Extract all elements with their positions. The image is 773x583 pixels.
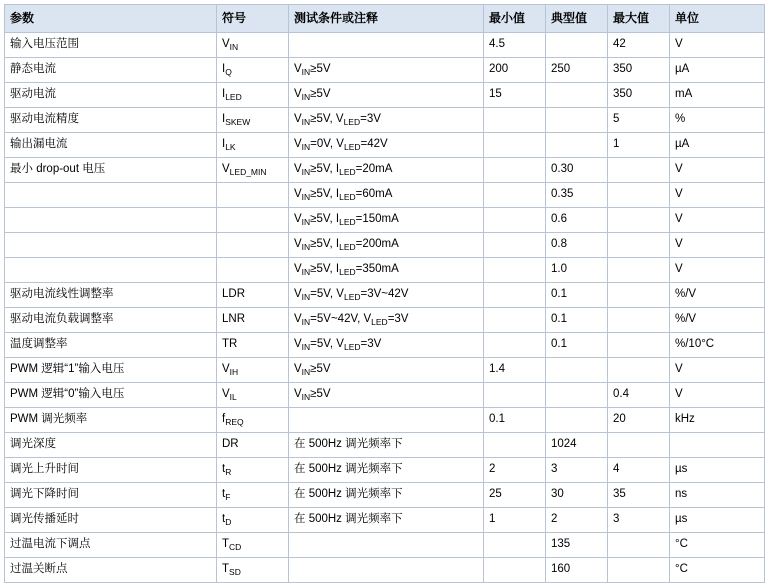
- cell-condition: [289, 33, 484, 58]
- cell-param: 驱动电流精度: [5, 108, 217, 133]
- table-row: [5, 133, 765, 158]
- cell-condition: $V_{IN}\ge 5V$: [289, 358, 484, 383]
- cell-max: 5: [608, 108, 670, 133]
- cell-typ: 135: [546, 533, 608, 558]
- cell-min: 1: [484, 508, 546, 533]
- cell-typ: 0.1: [546, 308, 608, 333]
- cell-max: [608, 558, 670, 583]
- cell-symbol: [217, 258, 289, 283]
- table-row: [5, 533, 765, 558]
- cell-min: [484, 533, 546, 558]
- cell-max: 4: [608, 458, 670, 483]
- cell-condition: $V_{IN}\ge 5V$, $I_{LED}=60mA$: [289, 183, 484, 208]
- cell-max: [608, 433, 670, 458]
- cell-min: 0.1: [484, 408, 546, 433]
- header-condition: 测试条件或注释: [289, 5, 484, 33]
- cell-symbol: $I_{SKEW}$: [217, 108, 289, 133]
- cell-max: 35: [608, 483, 670, 508]
- cell-condition: $V_{IN}\ge 5V$: [289, 383, 484, 408]
- cell-unit: %: [670, 108, 765, 133]
- table-row: [5, 33, 765, 58]
- cell-param: 驱动电流: [5, 83, 217, 108]
- cell-symbol: LNR: [217, 308, 289, 333]
- cell-typ: [546, 133, 608, 158]
- header-param: 参数: [5, 5, 217, 33]
- cell-condition: $V_{IN}\ge 5V$, $I_{LED}=350mA$: [289, 258, 484, 283]
- cell-min: 15: [484, 83, 546, 108]
- cell-min: [484, 233, 546, 258]
- cell-typ: [546, 408, 608, 433]
- cell-unit: µs: [670, 458, 765, 483]
- cell-condition: $V_{IN}=5V$, $V_{LED}=3V$: [289, 333, 484, 358]
- cell-condition: [289, 408, 484, 433]
- cell-min: [484, 183, 546, 208]
- cell-condition: [289, 533, 484, 558]
- cell-typ: [546, 33, 608, 58]
- cell-unit: °C: [670, 533, 765, 558]
- cell-symbol: $I_{LK}$: [217, 133, 289, 158]
- cell-typ: 1024: [546, 433, 608, 458]
- cell-unit: µA: [670, 133, 765, 158]
- cell-unit: ns: [670, 483, 765, 508]
- cell-min: [484, 208, 546, 233]
- cell-unit: V: [670, 233, 765, 258]
- cell-param: 过温关断点: [5, 558, 217, 583]
- cell-symbol: $V_{LED\_MIN}$: [217, 158, 289, 183]
- cell-max: [608, 158, 670, 183]
- cell-symbol: $t_F$: [217, 483, 289, 508]
- cell-condition: $V_{IN}=5V\sim 42V$, $V_{LED}=3V$: [289, 308, 484, 333]
- cell-max: 42: [608, 33, 670, 58]
- header-min: 最小值: [484, 5, 546, 33]
- table-row: [5, 83, 765, 108]
- cell-param: PWM 逻辑“1”输入电压: [5, 358, 217, 383]
- cell-param: 调光深度: [5, 433, 217, 458]
- table-row: [5, 258, 765, 283]
- cell-unit: kHz: [670, 408, 765, 433]
- cell-unit: V: [670, 158, 765, 183]
- cell-symbol: $t_D$: [217, 508, 289, 533]
- cell-param: 过温电流下调点: [5, 533, 217, 558]
- specification-table: [4, 4, 765, 583]
- cell-condition: $V_{IN}\ge 5V$, $I_{LED}=20mA$: [289, 158, 484, 183]
- table-row: [5, 233, 765, 258]
- cell-typ: 0.6: [546, 208, 608, 233]
- cell-min: 200: [484, 58, 546, 83]
- cell-symbol: $t_R$: [217, 458, 289, 483]
- cell-unit: µs: [670, 508, 765, 533]
- cell-param: PWM 调光频率: [5, 408, 217, 433]
- header-unit: 单位: [670, 5, 765, 33]
- cell-max: 3: [608, 508, 670, 533]
- cell-unit: °C: [670, 558, 765, 583]
- cell-min: [484, 308, 546, 333]
- table-row: [5, 558, 765, 583]
- cell-typ: 1.0: [546, 258, 608, 283]
- cell-min: 2: [484, 458, 546, 483]
- cell-symbol: LDR: [217, 283, 289, 308]
- cell-condition: 在 500Hz 调光频率下: [289, 433, 484, 458]
- cell-min: [484, 383, 546, 408]
- cell-typ: 0.1: [546, 333, 608, 358]
- cell-max: [608, 333, 670, 358]
- cell-param: [5, 208, 217, 233]
- cell-typ: [546, 383, 608, 408]
- table-row: [5, 433, 765, 458]
- cell-unit: V: [670, 33, 765, 58]
- cell-param: 调光下降时间: [5, 483, 217, 508]
- cell-max: 350: [608, 58, 670, 83]
- cell-max: [608, 208, 670, 233]
- table-row: [5, 183, 765, 208]
- cell-min: [484, 258, 546, 283]
- cell-min: [484, 158, 546, 183]
- table-row: [5, 383, 765, 408]
- header-max: 最大值: [608, 5, 670, 33]
- cell-unit: mA: [670, 83, 765, 108]
- cell-param: 温度调整率: [5, 333, 217, 358]
- cell-typ: 0.30: [546, 158, 608, 183]
- cell-condition: $V_{IN}\ge 5V$: [289, 83, 484, 108]
- cell-min: [484, 433, 546, 458]
- cell-typ: 2: [546, 508, 608, 533]
- cell-typ: 0.1: [546, 283, 608, 308]
- cell-condition: 在 500Hz 调光频率下: [289, 483, 484, 508]
- table-body: [5, 33, 765, 583]
- cell-max: [608, 258, 670, 283]
- cell-unit: [670, 433, 765, 458]
- cell-symbol: [217, 208, 289, 233]
- cell-param: 驱动电流负载调整率: [5, 308, 217, 333]
- cell-min: [484, 133, 546, 158]
- table-row: [5, 283, 765, 308]
- cell-max: 1: [608, 133, 670, 158]
- table-row: [5, 208, 765, 233]
- table-row: [5, 408, 765, 433]
- cell-symbol: $T_{SD}$: [217, 558, 289, 583]
- cell-max: [608, 308, 670, 333]
- cell-min: 25: [484, 483, 546, 508]
- cell-symbol: $V_{IH}$: [217, 358, 289, 383]
- cell-symbol: $V_{IL}$: [217, 383, 289, 408]
- cell-condition: 在 500Hz 调光频率下: [289, 508, 484, 533]
- cell-max: [608, 358, 670, 383]
- table-row: [5, 58, 765, 83]
- cell-max: 350: [608, 83, 670, 108]
- cell-typ: 30: [546, 483, 608, 508]
- cell-symbol: $I_{LED}$: [217, 83, 289, 108]
- cell-max: [608, 233, 670, 258]
- cell-symbol: $f_{REQ}$: [217, 408, 289, 433]
- cell-typ: 0.8: [546, 233, 608, 258]
- cell-symbol: TR: [217, 333, 289, 358]
- header-typ: 典型值: [546, 5, 608, 33]
- cell-unit: %/V: [670, 283, 765, 308]
- cell-min: [484, 558, 546, 583]
- table-row: [5, 483, 765, 508]
- table-row: [5, 458, 765, 483]
- cell-param: 输出漏电流: [5, 133, 217, 158]
- cell-param: PWM 逻辑“0”输入电压: [5, 383, 217, 408]
- cell-param: 驱动电流线性调整率: [5, 283, 217, 308]
- cell-param: [5, 258, 217, 283]
- cell-param: 静态电流: [5, 58, 217, 83]
- table-row: [5, 308, 765, 333]
- cell-unit: %/10°C: [670, 333, 765, 358]
- cell-condition: $V_{IN}\ge 5V$, $I_{LED}=150mA$: [289, 208, 484, 233]
- cell-min: [484, 108, 546, 133]
- cell-max: [608, 283, 670, 308]
- cell-typ: 0.35: [546, 183, 608, 208]
- cell-condition: 在 500Hz 调光频率下: [289, 458, 484, 483]
- cell-condition: $V_{IN}\ge 5V$, $I_{LED}=200mA$: [289, 233, 484, 258]
- cell-min: 4.5: [484, 33, 546, 58]
- cell-unit: V: [670, 258, 765, 283]
- cell-symbol: $I_Q$: [217, 58, 289, 83]
- cell-typ: [546, 83, 608, 108]
- cell-typ: 250: [546, 58, 608, 83]
- cell-typ: 160: [546, 558, 608, 583]
- cell-typ: [546, 108, 608, 133]
- cell-unit: %/V: [670, 308, 765, 333]
- cell-max: [608, 183, 670, 208]
- cell-unit: V: [670, 383, 765, 408]
- header-symbol: 符号: [217, 5, 289, 33]
- cell-symbol: [217, 183, 289, 208]
- cell-unit: V: [670, 183, 765, 208]
- cell-min: [484, 333, 546, 358]
- cell-param: 输入电压范围: [5, 33, 217, 58]
- cell-param: 最小 drop-out 电压: [5, 158, 217, 183]
- cell-condition: $V_{IN}=5V$, $V_{LED}=3V\sim 42V$: [289, 283, 484, 308]
- cell-max: [608, 533, 670, 558]
- cell-unit: V: [670, 358, 765, 383]
- cell-symbol: [217, 233, 289, 258]
- cell-param: [5, 183, 217, 208]
- table-row: [5, 358, 765, 383]
- cell-max: 20: [608, 408, 670, 433]
- cell-symbol: $T_{CD}$: [217, 533, 289, 558]
- cell-param: 调光传播延时: [5, 508, 217, 533]
- table-row: [5, 108, 765, 133]
- cell-typ: 3: [546, 458, 608, 483]
- cell-unit: V: [670, 208, 765, 233]
- cell-condition: $V_{IN}=0V$, $V_{LED}=42V$: [289, 133, 484, 158]
- cell-condition: $V_{IN}\ge 5V$: [289, 58, 484, 83]
- cell-param: 调光上升时间: [5, 458, 217, 483]
- cell-max: 0.4: [608, 383, 670, 408]
- table-row: [5, 508, 765, 533]
- cell-condition: [289, 558, 484, 583]
- cell-param: [5, 233, 217, 258]
- table-row: [5, 333, 765, 358]
- cell-condition: $V_{IN}\ge 5V$, $V_{LED}=3V$: [289, 108, 484, 133]
- table-header-row: [5, 5, 765, 33]
- cell-typ: [546, 358, 608, 383]
- cell-unit: µA: [670, 58, 765, 83]
- cell-min: 1.4: [484, 358, 546, 383]
- cell-min: [484, 283, 546, 308]
- cell-symbol: $V_{IN}$: [217, 33, 289, 58]
- table-row: [5, 158, 765, 183]
- cell-symbol: DR: [217, 433, 289, 458]
